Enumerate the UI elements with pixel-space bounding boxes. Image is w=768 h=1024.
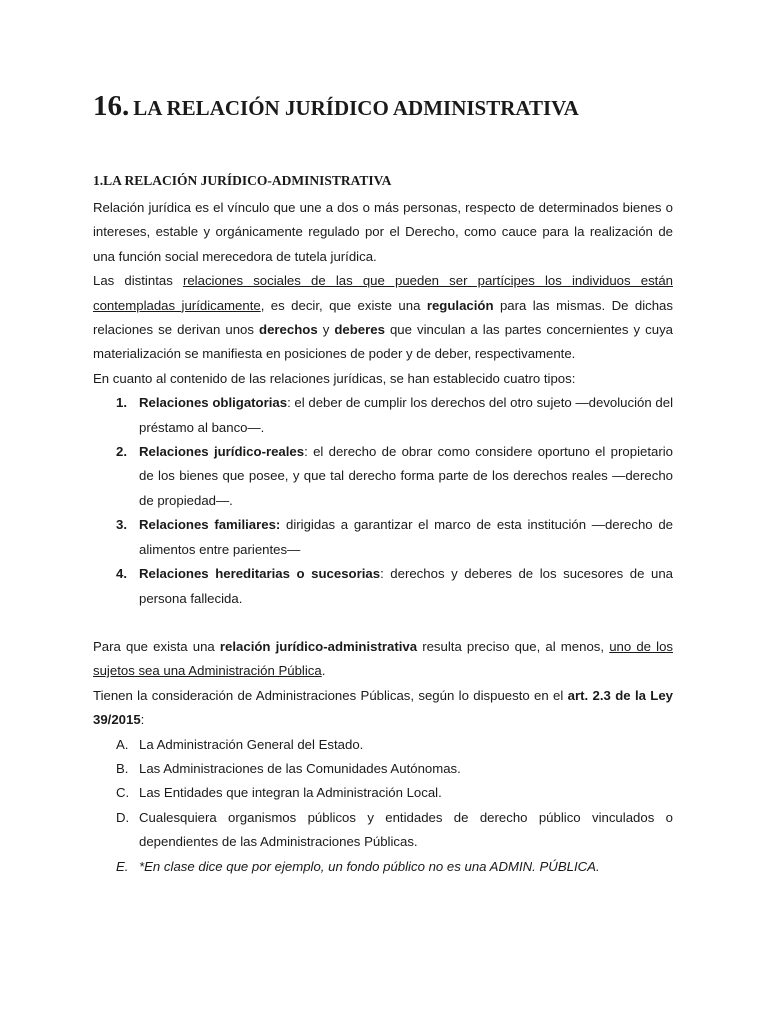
list-item: D. Cualesquiera organismos públicos y entidades de derecho público vinculados o dependientes de las Administraciones Públicas.	[93, 806, 673, 855]
list-marker: 3.	[116, 517, 127, 533]
paragraph-types-intro: En cuanto al contenido de las relaciones jurídicas, se han establecido cuatro tipos:	[93, 370, 576, 386]
list-marker: 1.	[116, 395, 127, 411]
underlined-phrase: relaciones sociales de las que pueden ser partícipes los individuos están contempladas jurídicamente	[93, 273, 674, 313]
bold-term-regulacion: regulación	[426, 297, 494, 313]
administrations-list	[93, 733, 673, 879]
relation-types-list	[93, 391, 673, 611]
list-marker: E.	[116, 858, 129, 874]
list-item: 2. Relaciones jurídico-reales: el derecho de obrar como considere oportuno el propietario de los bienes que posee, y que tal derecho forma parte de los derechos reales —derecho de propiedad—.	[93, 440, 673, 513]
title-text: LA RELACIÓN JURÍDICO ADMINISTRATIVA	[133, 96, 579, 120]
list-item: C. Las Entidades que integran la Administración Local.	[93, 781, 673, 805]
title-number: 16.	[93, 90, 130, 122]
bold-term-deberes: deberes	[334, 322, 385, 338]
page-title	[93, 86, 579, 123]
document-body	[93, 168, 673, 879]
list-marker: A.	[116, 736, 129, 752]
list-marker: B.	[116, 760, 129, 776]
paragraph-law-reference: Tienen la consideración de Administraciones Públicas, según lo dispuesto en el art. 2.3 de la Ley 39/2015:	[93, 687, 674, 728]
list-marker: D.	[116, 809, 130, 825]
list-marker: 4.	[116, 566, 127, 582]
list-item: B. Las Administraciones de las Comunidades Autónomas.	[93, 757, 673, 781]
paragraph-definition: Relación jurídica es el vínculo que une a dos o más personas, respecto de determinados bienes o intereses, estable y orgánicamente regulado por el Derecho, como cauce para la realización de una función social merecedora de tutela jurídica.	[93, 200, 673, 264]
paragraph-admin-relation: Para que exista una relación jurídico-administrativa resulta preciso que, al menos, uno de los sujetos sea una Administración Pública.	[93, 638, 674, 679]
bold-term-derechos: derechos	[259, 322, 318, 338]
list-marker: C.	[116, 785, 130, 801]
list-item: A. La Administración General del Estado.	[93, 733, 673, 757]
underlined-phrase: uno de los sujetos sea una Administración Pública	[93, 638, 674, 679]
list-item: 3. Relaciones familiares: dirigidas a garantizar el marco de esta institución —derecho de alimentos entre parientes—	[93, 513, 673, 562]
list-item: 4. Relaciones hereditarias o sucesorias: derechos y deberes de los sucesores de una persona fallecida.	[93, 562, 673, 611]
paragraph-relations: Las distintas relaciones sociales de las que pueden ser partícipes los individuos están contempladas jurídicamente, es decir, que existe una regulación para las mismas. De dichas relaciones se derivan unos derechos y deberes que vinculan a las partes concernientes y cuya materialización se manifiesta en posiciones de poder y de deber, respectivamente.	[93, 273, 674, 362]
bold-law-reference: art. 2.3 de la Ley 39/2015	[93, 687, 674, 728]
spacer	[93, 611, 673, 635]
bold-term-relacion: relación jurídico-administrativa	[219, 638, 418, 654]
list-item-note: E. *En clase dice que por ejemplo, un fondo público no es una ADMIN. PÚBLICA.	[93, 855, 673, 879]
list-item: 1. Relaciones obligatorias: el deber de cumplir los derechos del otro sujeto —devolución del préstamo al banco—.	[93, 391, 673, 440]
list-marker: 2.	[116, 444, 127, 460]
section-heading: 1.LA RELACIÓN JURÍDICO-ADMINISTRATIVA	[93, 173, 392, 188]
